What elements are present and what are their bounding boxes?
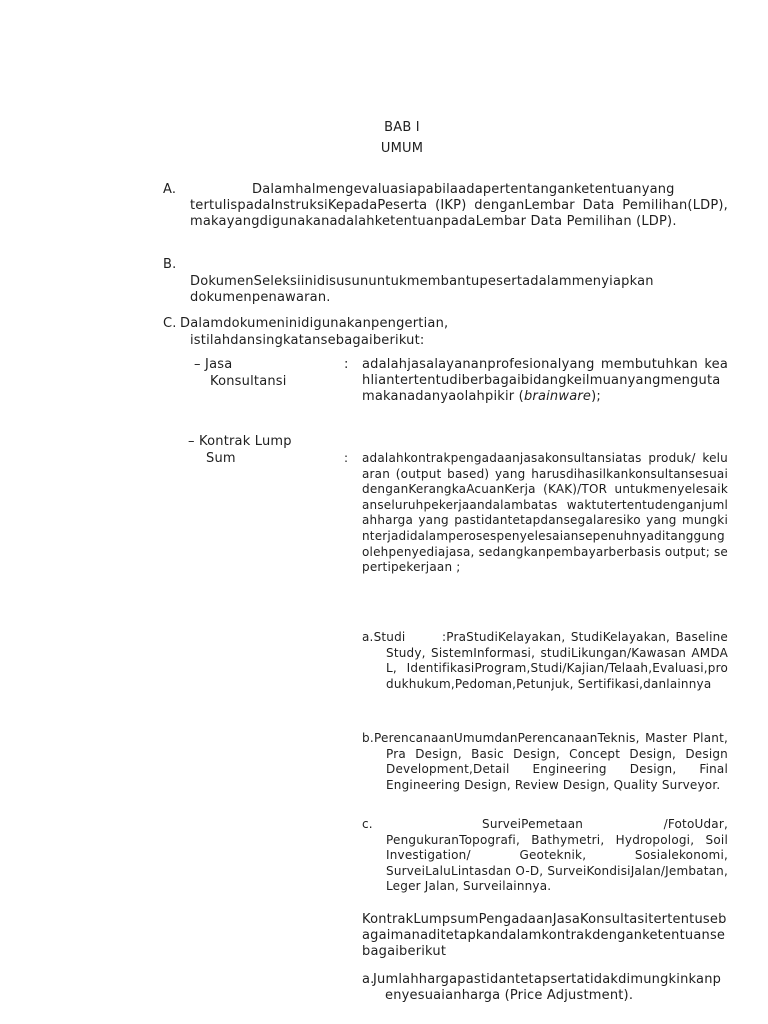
term-jasa-def-end: );	[591, 389, 601, 404]
sub-a-label: a.	[362, 972, 375, 987]
closing-paragraph: KontrakLumpsumPengadaanJasaKonsultasitertentusebagaimanaditetapkandalamkontrakdenganketentuansebagaiberikut	[362, 912, 727, 959]
item-a-text: :PraStudiKelayakan, StudiKelayakan, Baseline Study, SistemInformasi, studiLikungan/Kawasan AMDAL, IdentifikasiProgram,Studi/Kajian/Telaah,Evaluasi,produkhukum,Pedoman,Petunjuk, Sertifikasi,danlainnya	[386, 630, 728, 691]
sub-a-text-body: Jumlahhargapastidantetapsertatidakdimungkinkanpenyesuaianharga (Price Adjustment).	[373, 972, 722, 1003]
term-jasa-konsultansi-colon: :	[344, 357, 349, 372]
term-jasa-konsultansi-definition	[362, 357, 728, 405]
section-a-rest: tertulispadaInstruksiKepadaPeserta (IKP) denganLembar Data Pemilihan(LDP), makayangdigunakanadalahketentuanpadaLembar Data Pemilihan (LDP).	[190, 198, 728, 229]
term-jasa-konsultansi-line1: – Jasa	[194, 357, 233, 372]
item-b-text: PerencanaanUmumdanPerencanaanTeknis, Master Plant, Pra Design, Basic Design, Concept Design, Design Development,Detail Engineering Design, Final Engineering Design, Review Design, Quality Surveyor.	[374, 731, 728, 792]
term-jasa-def-italic: brainware	[523, 389, 592, 404]
chapter-number: BAB I	[384, 120, 420, 135]
section-c-label: C.	[163, 316, 177, 331]
term-kontrak-lump-sum-line2: Sum	[206, 451, 236, 466]
term-kontrak-lump-sum-line1: – Kontrak Lump	[188, 434, 292, 449]
term-jasa-def-text: adalahjasalayananprofesionalyang membutuhkan keahliantertentudiberbagaibidangkeilmuanyangmengutamakanadanyaolahpikir (	[362, 357, 728, 404]
section-b-text: DokumenSeleksiinidisusununtukmembantupesertadalammenyiapkan dokumenpenawaran.	[190, 274, 654, 305]
section-a-first-line: Dalamhalmengevaluasiapabilaadapertentanganketentuanyang	[252, 182, 675, 197]
item-c-text: SurveiPemetaan /FotoUdar, PengukuranTopografi, Bathymetri, Hydropologi, Soil Investigation/ Geoteknik, Sosialekonomi, SurveiLaluLintasdan O-D, SurveiKondisiJalan/Jembatan, Leger Jalan, Surveilainnya.	[386, 817, 728, 894]
term-kontrak-lump-sum-colon: :	[344, 451, 349, 465]
item-b-label: b.	[362, 731, 374, 745]
section-a-paragraph	[190, 182, 728, 230]
section-a-label: A.	[163, 182, 177, 197]
section-b-label: B.	[163, 257, 177, 272]
item-c-label: c.	[362, 817, 373, 831]
section-c-line2: istilahdansingkatansebagaiberikut:	[190, 333, 425, 348]
term-jasa-konsultansi-line2: Konsultansi	[210, 374, 287, 389]
term-kontrak-lump-sum-definition: adalahkontrakpengadaanjasakonsultansiatas produk/ keluaran (output based) yang harusdihasilkankonsultansesuaidenganKerangkaAcuanKerja (KAK)/TOR untukmenyelesaikanseluruhpekerjaandalambatas waktutertentudenganjumlahharga yang pastidantetapdansegalaresiko yang mungkinterjadidalamperosespenyelesaiansepenuhnyaditanggungolehpenyediajasa, sedangkanpembayarberbasis output; sepertipekerjaan ;	[362, 451, 728, 575]
sub-a-text	[373, 972, 728, 1004]
chapter-title: UMUM	[380, 141, 424, 156]
section-c-line1: Dalamdokumeninidigunakanpengertian,	[180, 316, 449, 331]
item-a-label: a.Studi	[362, 630, 406, 644]
